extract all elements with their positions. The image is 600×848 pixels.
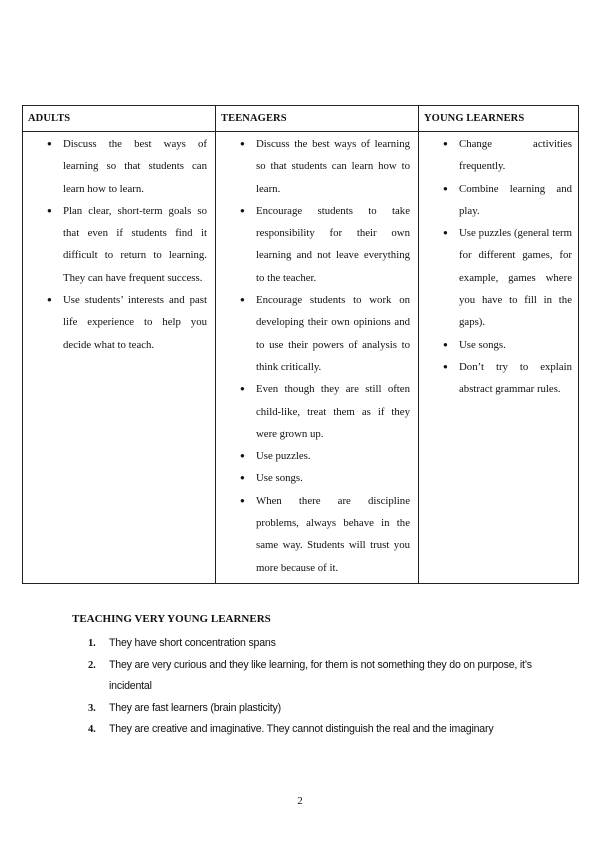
list-item <box>88 655 548 698</box>
list-item <box>88 633 548 655</box>
bullet-icon: ● <box>240 205 245 215</box>
adults-cell <box>23 132 216 584</box>
item-text: They are fast learners (brain plasticity) <box>109 701 281 714</box>
section-title: TEACHING VERY YOUNG LEARNERS <box>72 613 271 625</box>
bullet-icon: ● <box>240 295 245 305</box>
list-item: ● Use puzzles. <box>216 445 418 467</box>
item-text: They have short concentration spans <box>109 637 276 649</box>
item-text: They are very curious and they like learning, for them is not something they do on purpose, it’s incidental <box>109 658 532 692</box>
list-item: ● Use puzzles (general term for different games, for example, games where you have to fill in the gaps). <box>419 222 578 333</box>
bullet-icon: ● <box>240 495 245 505</box>
bullet-icon: ● <box>240 473 245 483</box>
list-item: ● Encourage students to take responsibility for their own learning and not leave everything to the teacher. <box>216 200 418 289</box>
table-body-row <box>23 132 579 584</box>
bullet-icon: ● <box>443 139 448 148</box>
list-item: ● Discuss the best ways of learning so that students can learn how to learn. <box>216 133 418 200</box>
bullet-icon: ● <box>443 339 448 349</box>
young-learners-list <box>419 132 578 401</box>
bullet-icon: ● <box>443 228 448 238</box>
item-number: 4. <box>88 724 96 735</box>
item-number: 1. <box>88 638 96 649</box>
bullet-icon: ● <box>240 384 245 394</box>
very-young-learners-list <box>88 633 548 741</box>
list-item: ● Even though they are still often child-like, treat them as if they were grown up. <box>216 378 418 445</box>
bullet-icon: ● <box>240 451 245 461</box>
bullet-icon: ● <box>47 205 52 215</box>
bullet-icon: ● <box>47 139 52 148</box>
young-learners-cell <box>419 132 579 584</box>
teenagers-cell <box>216 132 419 584</box>
item-number: 2. <box>88 659 96 671</box>
list-item <box>88 698 548 720</box>
header-adults: ADULTS <box>23 106 216 132</box>
list-item: ● When there are discipline problems, always behave in the same way. Students will trust you more because of it. <box>216 490 418 579</box>
list-item: ● Don’t try to explain abstract grammar rules. <box>419 356 578 401</box>
bullet-icon: ● <box>443 183 448 193</box>
list-item: ● Plan clear, short-term goals so that even if students find it difficult to return to learning. They can have frequent success. <box>23 200 215 289</box>
list-item: ● Use students’ interests and past life experience to help you decide what to teach. <box>23 289 215 356</box>
item-text: They are creative and imaginative. They cannot distinguish the real and the imaginary <box>109 723 494 735</box>
page-number: 2 <box>297 795 303 807</box>
list-item: ● Combine learning and play. <box>419 178 578 223</box>
adults-list <box>23 132 215 356</box>
list-item: ● Encourage students to work on developing their own opinions and to use their powers of analysis to think critically. <box>216 289 418 378</box>
list-item: ● Change activities frequently. <box>419 133 578 178</box>
bullet-icon: ● <box>240 139 245 148</box>
bullet-icon: ● <box>443 361 448 371</box>
comparison-table <box>22 105 579 584</box>
list-item: ● Use songs. <box>216 467 418 489</box>
list-item <box>88 719 548 741</box>
table-header-row <box>23 106 579 132</box>
list-item: ● Use songs. <box>419 334 578 356</box>
list-item: ● Discuss the best ways of learning so that students can learn how to learn. <box>23 133 215 200</box>
header-teenagers: TEENAGERS <box>216 106 419 132</box>
teenagers-list <box>216 132 418 579</box>
item-number: 3. <box>88 702 96 714</box>
header-young-learners: YOUNG LEARNERS <box>419 106 579 132</box>
bullet-icon: ● <box>47 295 52 305</box>
